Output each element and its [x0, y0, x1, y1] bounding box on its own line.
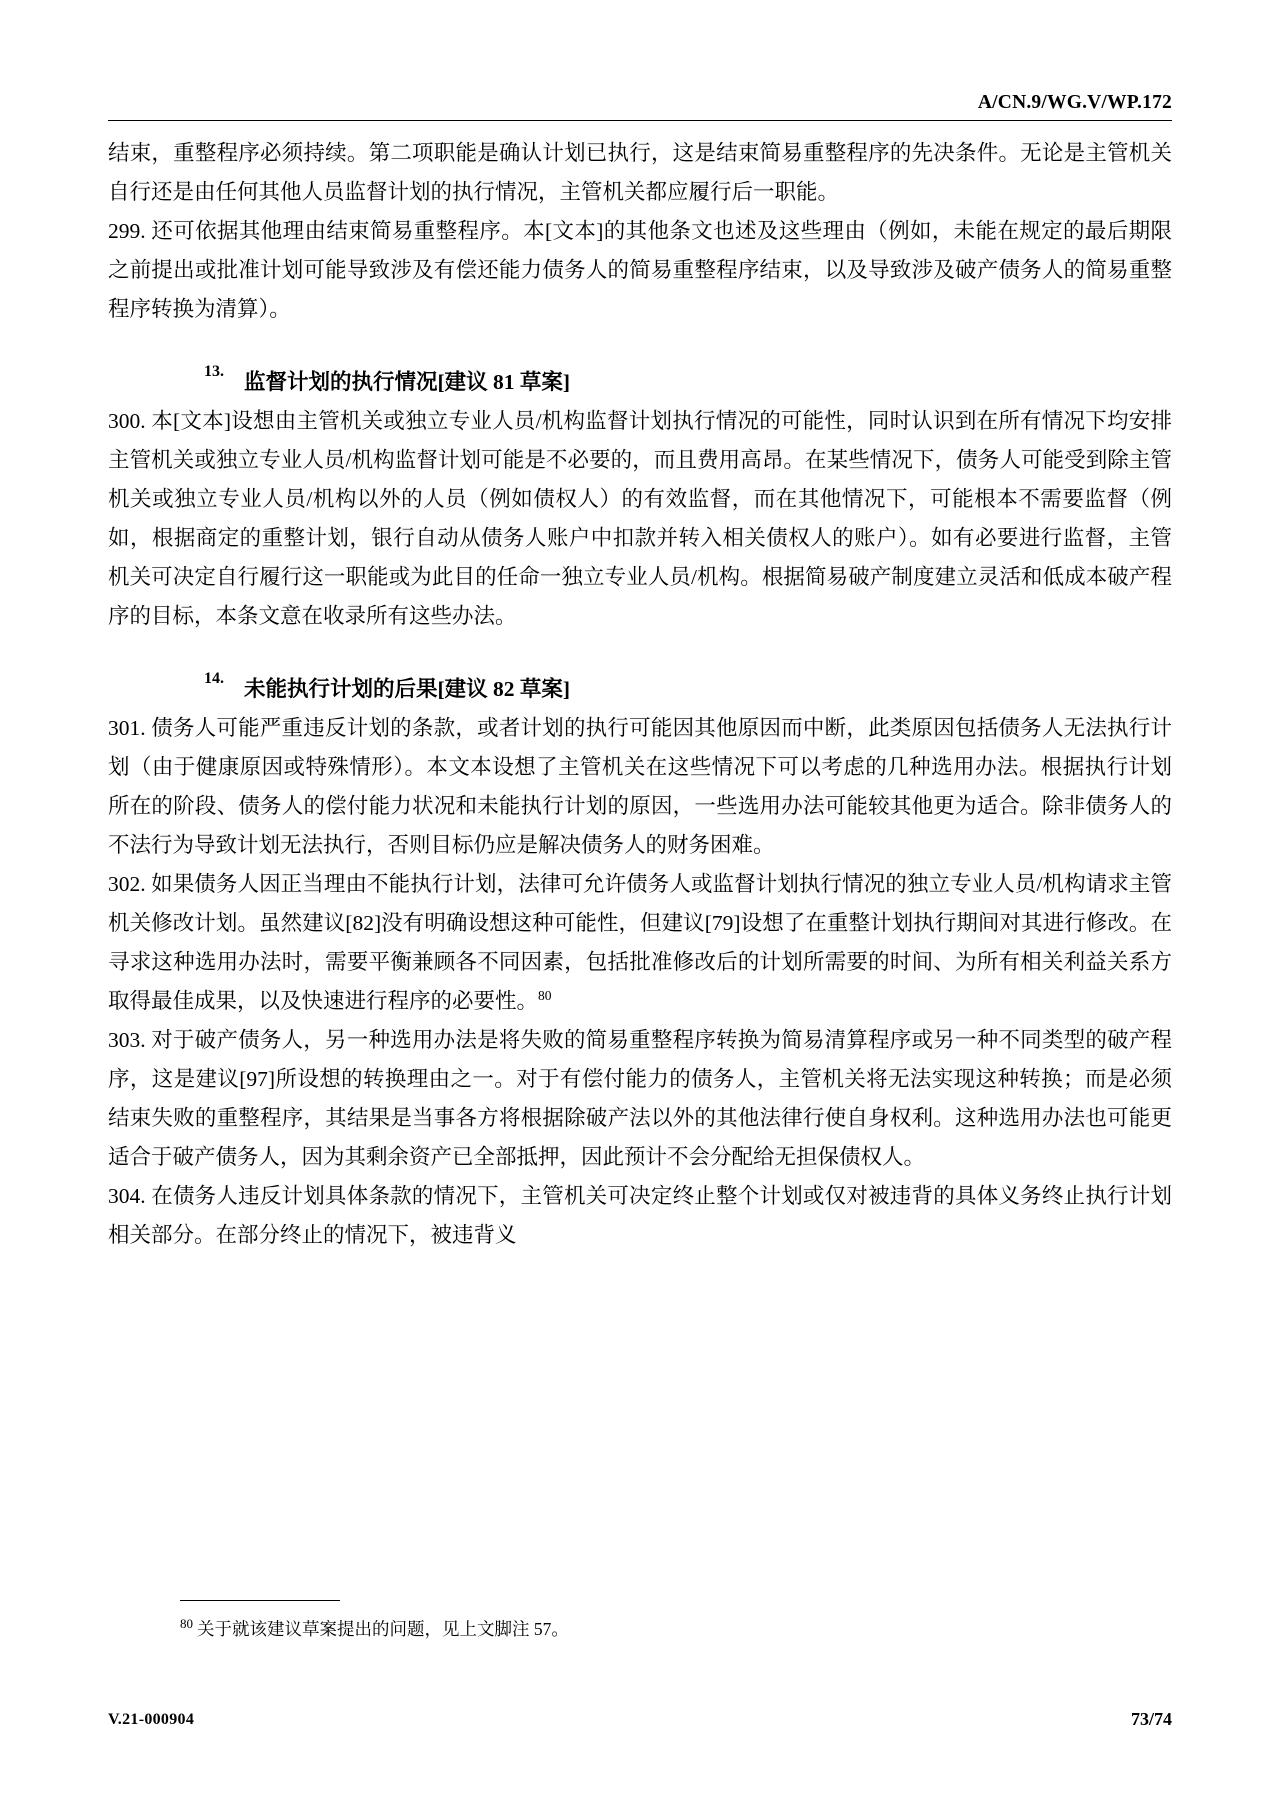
document-symbol-header: A/CN.9/WG.V/WP.172 — [977, 92, 1172, 113]
section-heading-13-title: 监督计划的执行情况[建议 81 草案] — [244, 370, 571, 394]
footer-page-number: 73/74 — [1130, 1709, 1172, 1729]
paragraph-302-text: 302. 如果债务人因正当理由不能执行计划，法律可允许债务人或监督计划执行情况的独立专业人员/机构请求主管机关修改计划。虽然建议[82]没有明确设想这种可能性，但建议[79]设想了在重整计划执行期间对其进行修改。在寻求这种选用办法时，需要平衡兼顾各不同因素，包括批准修改后的计划所需要的时间、为所有相关利益关系方取得最佳成果，以及快速进行程序的必要性。 — [108, 872, 1172, 1013]
document-body — [108, 134, 1172, 1255]
footnote-area — [180, 1600, 1140, 1643]
footnote-reference-80[interactable]: 80 — [538, 987, 552, 1003]
footnote-80-number: 80 — [180, 1616, 193, 1632]
paragraph-301: 301. 债务人可能严重违反计划的条款，或者计划的执行可能因其他原因而中断，此类原因包括债务人无法执行计划（由于健康原因或特殊情形）。本文本设想了主管机关在这些情况下可以考虑的几种选用办法。根据执行计划所在的阶段、债务人的偿付能力状况和未能执行计划的原因，一些选用办法可能较其他更为适合。除非债务人的不法行为导致计划无法执行，否则目标仍应是解决债务人的财务困难。 — [108, 716, 1172, 857]
paragraph-304: 304. 在债务人违反计划具体条款的情况下，主管机关可决定终止整个计划或仅对被违背的具体义务终止执行计划相关部分。在部分终止的情况下，被违背义 — [108, 1184, 1172, 1247]
section-heading-13 — [204, 363, 1117, 402]
section-heading-14-number: 14. — [204, 670, 224, 687]
footnote-divider — [180, 1600, 340, 1601]
footnote-80-text: 关于就该建议草案提出的问题，见上文脚注 57。 — [197, 1619, 569, 1639]
paragraph-continuation: 结束，重整程序必须持续。第二项职能是确认计划已执行，这是结束简易重整程序的先决条件。无论是主管机关自行还是由任何其他人员监督计划的执行情况，主管机关都应履行后一职能。 — [108, 141, 1172, 204]
paragraph-303: 303. 对于破产债务人，另一种选用办法是将失败的简易重整程序转换为简易清算程序或另一种不同类型的破产程序，这是建议[97]所设想的转换理由之一。对于有偿付能力的债务人，主管机关将无法实现这种转换；而是必须结束失败的重整程序，其结果是当事各方将根据除破产法以外的其他法律行使自身权利。这种选用办法也可能更适合于破产债务人，因为其剩余资产已全部抵押，因此预计不会分配给无担保债权人。 — [108, 1028, 1172, 1169]
footnote-80 — [180, 1615, 1140, 1643]
header-divider — [108, 120, 1172, 121]
section-heading-14 — [204, 670, 1117, 709]
paragraph-299: 299. 还可依据其他理由结束简易重整程序。本[文本]的其他条文也述及这些理由（例如，未能在规定的最后期限之前提出或批准计划可能导致涉及有偿还能力债务人的简易重整程序结束，以及导致涉及破产债务人的简易重整程序转换为清算）。 — [108, 219, 1172, 321]
footer-job-number: V.21-000904 — [108, 1711, 195, 1728]
paragraph-302 — [108, 865, 1172, 1021]
section-heading-14-title: 未能执行计划的后果[建议 82 草案] — [244, 677, 571, 701]
paragraph-300: 300. 本[文本]设想由主管机关或独立专业人员/机构监督计划执行情况的可能性，同时认识到在所有情况下均安排主管机关或独立专业人员/机构监督计划可能是不必要的，而且费用高昂。在某些情况下，债务人可能受到除主管机关或独立专业人员/机构以外的人员（例如债权人）的有效监督，而在其他情况下，可能根本不需要监督（例如，根据商定的重整计划，银行自动从债务人账户中扣款并转入相关债权人的账户）。如有必要进行监督，主管机关可决定自行履行这一职能或为此目的任命一独立专业人员/机构。根据简易破产制度建立灵活和低成本破产程序的目标，本条文意在收录所有这些办法。 — [108, 409, 1172, 628]
section-heading-13-number: 13. — [204, 363, 224, 380]
